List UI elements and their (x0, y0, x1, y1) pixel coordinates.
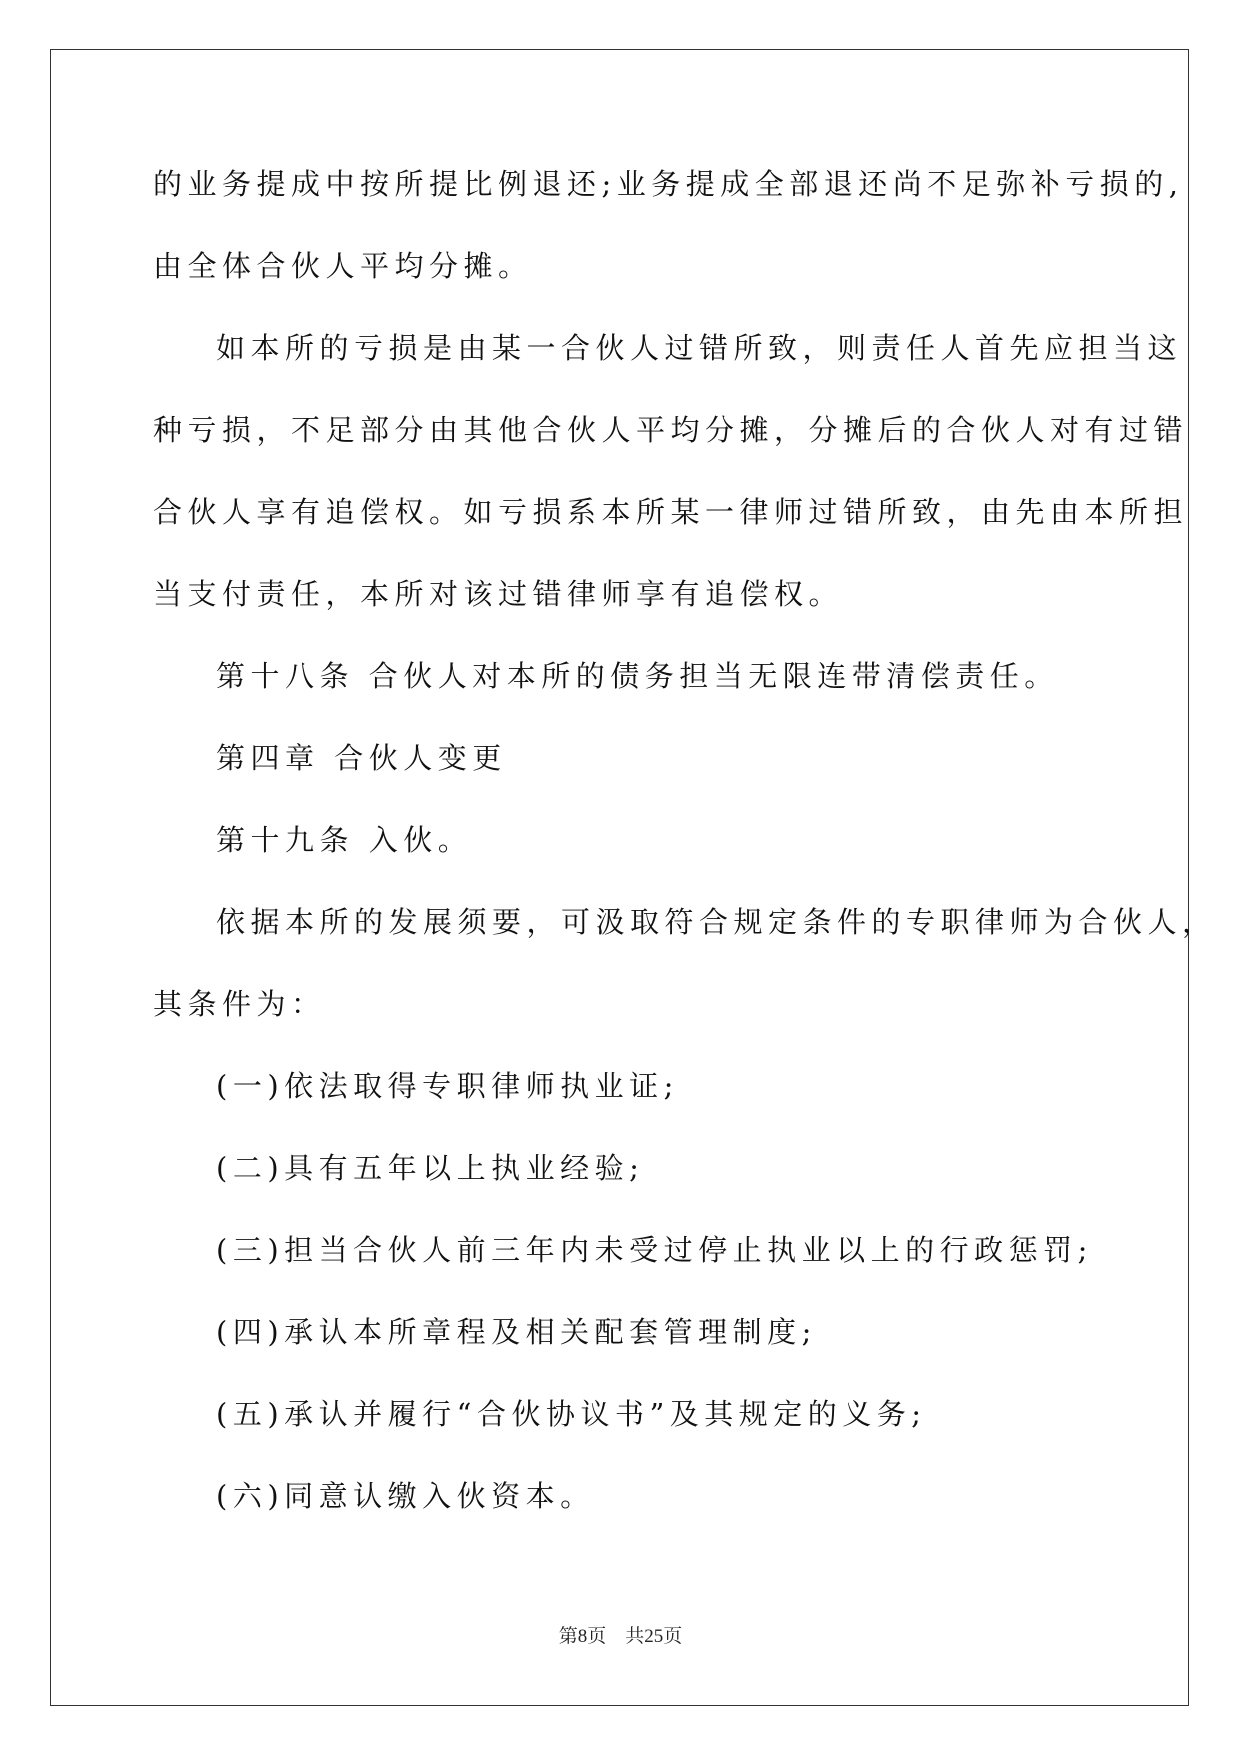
condition-item: (四)承认本所章程及相关配套管理制度; (216, 1315, 817, 1349)
condition-item: (一)依法取得专职律师执业证; (216, 1069, 679, 1103)
text-line: 其条件为： (153, 987, 326, 1021)
document-body (153, 165, 1217, 1559)
condition-item: (三)担当合伙人前三年内未受过停止执业以上的行政惩罚; (216, 1233, 1093, 1267)
chapter-4-heading: 第四章 合伙人变更 (216, 741, 507, 775)
article-19: 第十九条 入伙。 (216, 823, 473, 857)
condition-item: (五)承认并履行“合伙协议书”及其规定的义务; (216, 1397, 927, 1431)
text-line: 的业务提成中按所提比例退还;业务提成全部退还尚不足弥补亏损的, (153, 167, 1184, 201)
page-number: 第8页 共25页 (558, 1626, 683, 1647)
text-line: 合伙人享有追偿权。如亏损系本所某一律师过错所致，由先由本所担 (153, 495, 1189, 529)
text-line: 当支付责任，本所对该过错律师享有追偿权。 (153, 577, 844, 611)
text-line: 依据本所的发展须要，可汲取符合规定条件的专职律师为合伙人， (216, 905, 1217, 939)
text-line: 由全体合伙人平均分摊。 (153, 249, 533, 283)
article-18: 第十八条 合伙人对本所的债务担当无限连带清偿责任。 (216, 659, 1059, 693)
condition-item: (二)具有五年以上执业经验; (216, 1151, 645, 1185)
text-line: 如本所的亏损是由某一合伙人过错所致，则责任人首先应担当这 (216, 331, 1183, 365)
text-line: 种亏损，不足部分由其他合伙人平均分摊，分摊后的合伙人对有过错 (153, 413, 1189, 447)
condition-item: (六)同意认缴入伙资本。 (216, 1479, 595, 1513)
